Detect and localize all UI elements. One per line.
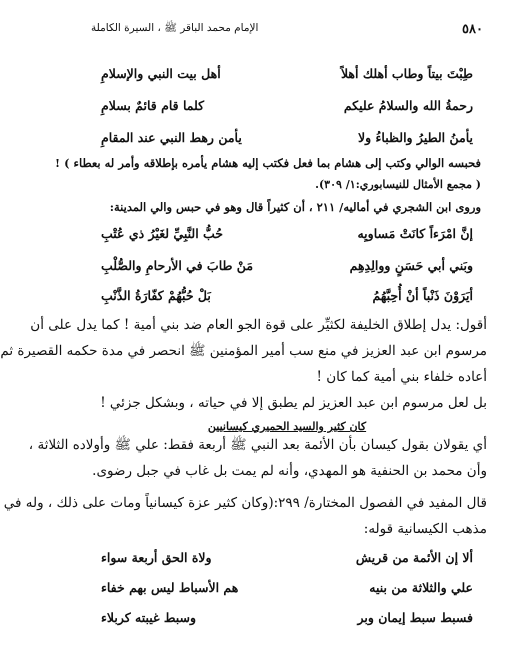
verse-first-hemistich: ألا إن الأئمة من قريش [355,550,473,565]
poem-verse [101,66,473,81]
verse-first-hemistich: علي والثلاثة من بنيه [369,580,473,595]
paragraph-line: أقول: يدل إطلاق الخليفة لكثيِّر على قوة الجو العام ضد بني أمية ! كما يدل على أن [30,317,487,333]
commentary-paragraph [3,490,487,542]
verse-second-hemistich: مَنْ طابَ في الأرحامِ والصُّلْبِ [101,258,254,273]
verse-second-hemistich: أهل بيت النبي والإسلامِ [101,66,221,81]
verse-second-hemistich: وسبط غيبته كربلاء [101,610,197,625]
poem-verse [101,550,473,565]
paragraph-line: أعاده خلفاء بني أمية كما كان ! [316,369,487,385]
commentary-paragraph [87,390,487,416]
poem-verse [101,98,473,113]
paragraph-line: مرسوم ابن عبد العزيز في منع سب أمير المؤمنين ﷺ انحصر في مدة حكمه القصيرة ثم [0,343,487,359]
verse-first-hemistich: يأمنُ الطيرُ والظباءُ ولا [358,130,473,145]
poem-verse [101,258,473,273]
section-subheading: كان كثير والسيد الحميري كيسانيين [207,420,367,433]
verse-second-hemistich: هم الأسباط ليس بهم خفاء [101,580,239,595]
verse-second-hemistich: بَلْ حُبُّهُمْ كفّارَةُ الذَّنْبِ [101,288,211,303]
page-number: ٥٨٠ [462,21,483,37]
verse-second-hemistich: كلما قام قائمٌ بسلامِ [101,98,205,113]
paragraph-line: أي يقولان بقول كيسان بأن الأئمة بعد النبي ﷺ أربعة فقط: علي ﷺ وأولاده الثلاثة ، [28,437,487,453]
commentary-paragraph [28,432,487,484]
poem-verse [101,610,473,625]
page-header [91,20,483,38]
poem-verse [101,580,473,595]
paragraph-line: قال المفيد في الفصول المختارة/ ٢٩٩:(وكان كثير عزة كيسانياً ومات على ذلك ، وله في [3,495,487,511]
source-citation: ( مجمع الأمثال للنيسابوري:١/ ٣٠٩). [315,178,481,191]
verse-first-hemistich: فسبط سبط إيمان وبر [357,610,473,625]
intro-line: وروى ابن الشجري في أماليه/ ٢١١ ، أن كثيراً قال وهو في حبس والي المدينة: [109,200,481,214]
verse-second-hemistich: يأمن رهط النبي عند المقامِ [101,130,242,145]
verse-first-hemistich: أيَرَوْنَ ذَنْباً أنْ أُحِبَّهُمُ [372,288,473,303]
verse-first-hemistich: طِبْتَ بيتاً وطاب أهلك أهلاً [340,66,473,81]
poem-verse [101,288,473,303]
running-title: الإمام محمد الباقر ﷺ ، السيرة الكاملة [91,21,259,34]
verse-second-hemistich: حُبُّ النَّبِيِّ لغَيْرُ ذي عُتْبِ [101,226,224,241]
paragraph-line: وأن محمد بن الحنفية هو المهدي، وأنه لم يمت بل غاب في جبل رضوى. [92,463,487,479]
poem-verse [101,130,473,145]
verse-second-hemistich: ولاة الحق أربعة سواء [101,550,212,565]
paragraph-line: بل لعل مرسوم ابن عبد العزيز لم يطبق إلا في حياته ، وبشكل جزئي ! [100,395,487,411]
poem-verse [101,226,473,241]
narrative-note: فحبسه الوالي وكتب إلى هشام بما فعل فكتب إليه هشام يأمره بإطلاقه وأمر له بعطاء ) ! [55,156,481,170]
commentary-paragraph [0,312,487,390]
verse-first-hemistich: إنَّ امْرَءاً كانَتْ مَساويِه [357,226,473,241]
verse-first-hemistich: رحمةُ الله والسلامُ عليكم [343,98,473,113]
verse-first-hemistich: وبَني أبي حَسَنٍ ووالِدِهِم [349,258,473,273]
paragraph-line: مذهب الكيسانية قوله: [363,521,487,537]
